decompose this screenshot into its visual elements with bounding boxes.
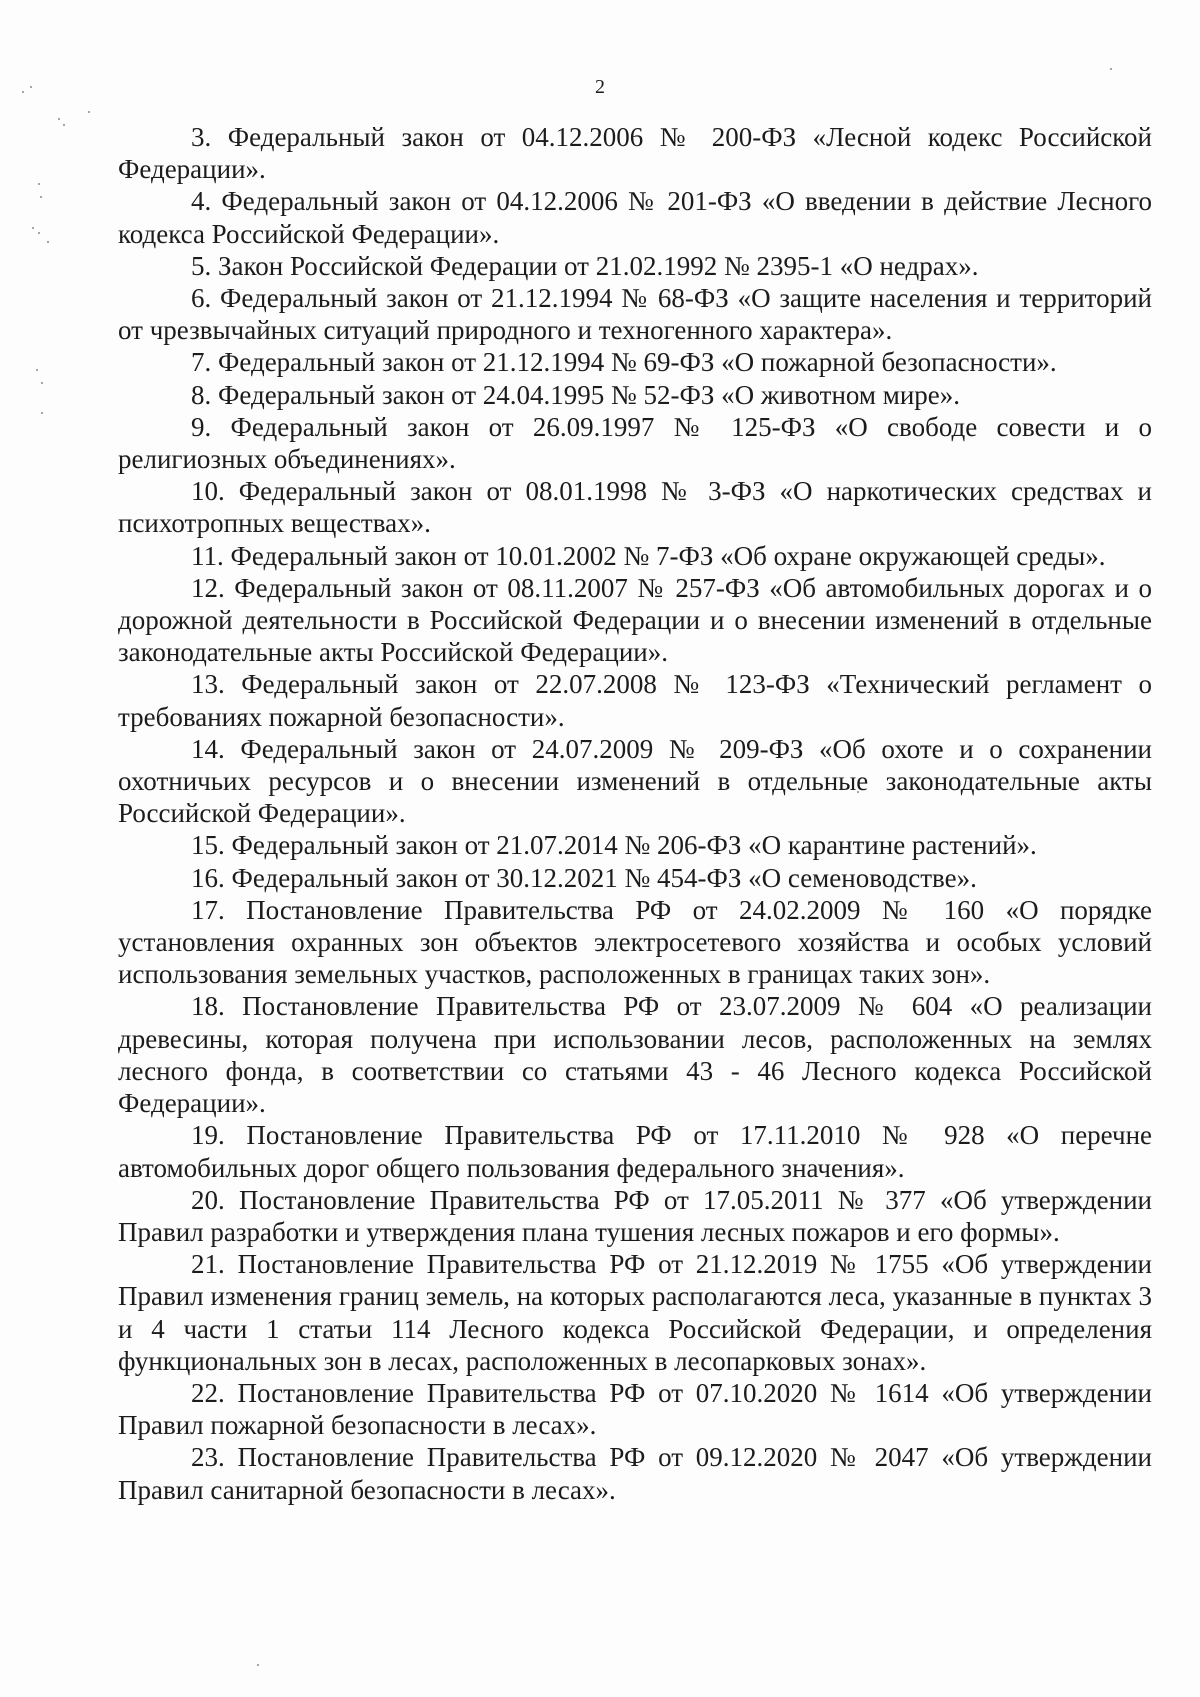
list-item: 17. Постановление Правительства РФ от 24.02.2009 № 160 «О порядке установления охранных зон объектов электросетевого хозяйства и особых условий использования земельных участков, расположенных в границах таких зон». bbox=[118, 894, 1152, 990]
list-item: 21. Постановление Правительства РФ от 21.12.2019 № 1755 «Об утверждении Правил изменения границ земель, на которых располагаются леса, указанные в пунктах 3 и 4 части 1 статьи 114 Лесного кодекса Российской Федерации, и определения функциональных зон в лесах, расположенных в лесопарковых зонах». bbox=[118, 1249, 1152, 1376]
list-item: 8. Федеральный закон от 24.04.1995 № 52-ФЗ «О животном мире». bbox=[191, 379, 961, 410]
list-item: 18. Постановление Правительства РФ от 23.07.2009 № 604 «О реализации древесины, которая получена при использовании лесов, расположенных на землях лесного фонда, в соответствии со статьями 43 - 46 Лесного кодекса Российской Федерации». bbox=[118, 991, 1152, 1119]
list-item: 6. Федеральный закон от 21.12.1994 № 68-ФЗ «О защите населения и территорий от чрезвычайных ситуаций природного и техногенного характера». bbox=[118, 283, 1152, 346]
list-item: 22. Постановление Правительства РФ от 07.10.2020 № 1614 «Об утверждении Правил пожарной безопасности в лесах». bbox=[118, 1377, 1152, 1441]
document-body bbox=[118, 121, 1152, 1506]
list-item: 10. Федеральный закон от 08.01.1998 № 3-ФЗ «О наркотических средствах и психотропных веществах». bbox=[118, 476, 1152, 539]
list-item: 13. Федеральный закон от 22.07.2008 № 123-ФЗ «Технический регламент о требованиях пожарной безопасности». bbox=[118, 669, 1152, 732]
list-item: 12. Федеральный закон от 08.11.2007 № 257-ФЗ «Об автомобильных дорогах и о дорожной деятельности в Российской Федерации и о внесении изменений в отдельные законодательные акты Российской Федерации». bbox=[118, 572, 1152, 668]
list-item: 14. Федеральный закон от 24.07.2009 № 209-ФЗ «Об охоте и о сохранении охотничьих ресурсов и о внесении изменений в отдельные законодательные акты Российской Федерации». bbox=[118, 733, 1152, 829]
list-item: 5. Закон Российской Федерации от 21.02.1992 № 2395-1 «О недрах». bbox=[191, 250, 979, 281]
list-item: 9. Федеральный закон от 26.09.1997 № 125-ФЗ «О свободе совести и о религиозных объединениях». bbox=[118, 411, 1152, 475]
list-item: 4. Федеральный закон от 04.12.2006 № 201-ФЗ «О введении в действие Лесного кодекса Российской Федерации». bbox=[118, 186, 1152, 249]
list-item: 15. Федеральный закон от 21.07.2014 № 206-ФЗ «О карантине растений». bbox=[191, 830, 1037, 861]
list-item: 7. Федеральный закон от 21.12.1994 № 69-ФЗ «О пожарной безопасности». bbox=[191, 347, 1057, 378]
list-item: 20. Постановление Правительства РФ от 17.05.2011 № 377 «Об утверждении Правил разработки и утверждения плана тушения лесных пожаров и его формы». bbox=[118, 1184, 1152, 1247]
list-item: 3. Федеральный закон от 04.12.2006 № 200-ФЗ «Лесной кодекс Российской Федерации». bbox=[118, 122, 1152, 185]
page-number: 2 bbox=[595, 76, 605, 98]
list-item: 23. Постановление Правительства РФ от 09.12.2020 № 2047 «Об утверждении Правил санитарной безопасности в лесах». bbox=[118, 1442, 1152, 1505]
list-item: 19. Постановление Правительства РФ от 17.11.2010 № 928 «О перечне автомобильных дорог общего пользования федерального значения». bbox=[118, 1120, 1152, 1183]
list-item: 11. Федеральный закон от 10.01.2002 № 7-ФЗ «Об охране окружающей среды». bbox=[191, 540, 1106, 571]
list-item: 16. Федеральный закон от 30.12.2021 № 454-ФЗ «О семеноводстве». bbox=[191, 862, 977, 893]
